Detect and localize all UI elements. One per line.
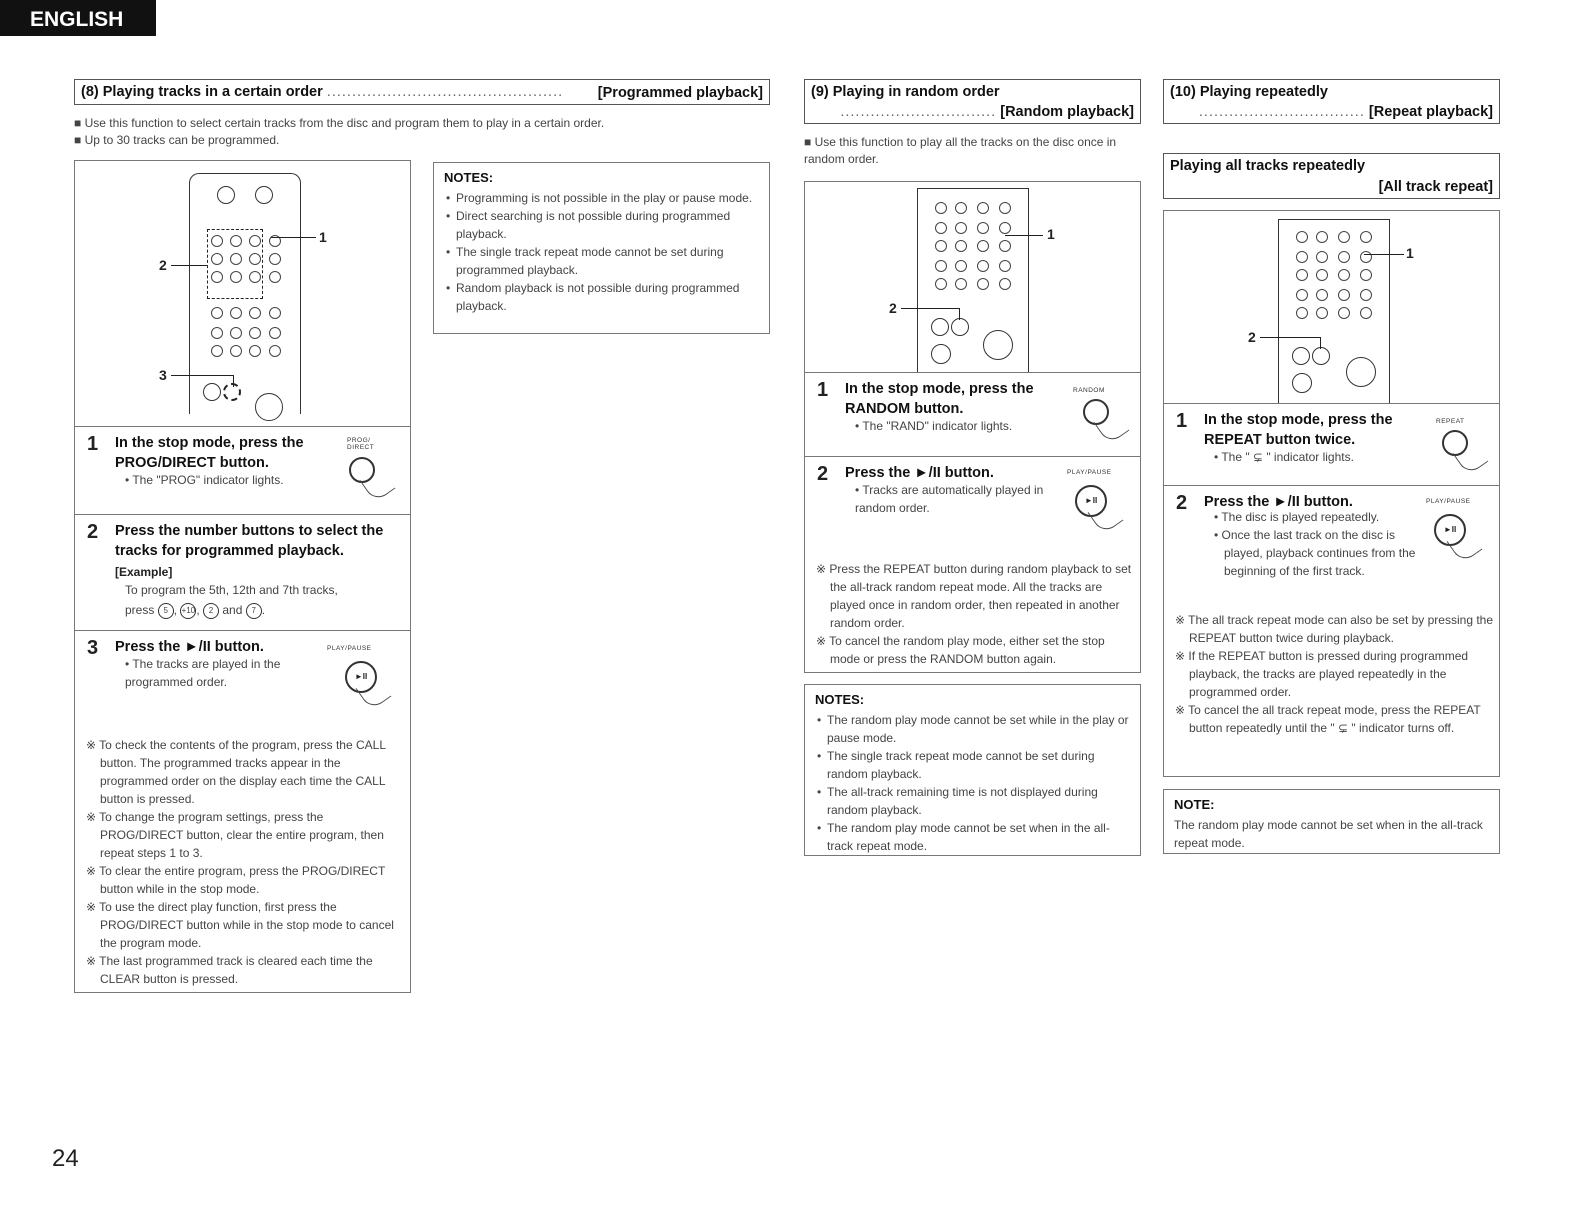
callout-1: 1 [1047,226,1055,242]
section-8-intro: ■ Use this function to select certain tracks from the disc and program them to play in a certain order. ■ Up to 30 tracks can be programmed. [74,116,605,147]
step-title: Press the number buttons to select the tracks for programmed playback. [115,523,384,559]
callout-2: 2 [889,300,897,316]
step-number: 1 [87,433,99,455]
button-label: PROG/ DIRECT [347,437,375,451]
step-title: In the stop mode, press the PROG/DIRECT button. [115,435,304,471]
note-title: NOTE: [1174,797,1215,812]
section-10-note-box [1163,789,1500,854]
step-title: Press the ►/II button. [115,639,264,655]
callout-2: 2 [159,257,167,273]
step-body: • Tracks are automatically played in random order. [855,483,1044,515]
step-2 [75,514,410,631]
step-1 [805,372,1140,457]
page-number: 24 [52,1145,79,1172]
step-title: Press the ►/II button. [845,465,994,481]
step-number: 2 [87,521,99,543]
section-9-intro: ■ Use this function to play all the tracks on the disc once in random order. [804,135,1117,166]
step-title: In the stop mode, press the REPEAT button twice. [1204,412,1393,448]
example-keys: press 5 , +10, 2 and 7 . [125,603,266,617]
remote-illustration [805,182,1140,372]
button-label: PLAY/PAUSE [327,645,372,652]
step-title: Press the ►/II button. [1204,494,1353,510]
section-10-steps-box [1163,210,1500,777]
notes-title: NOTES: [815,692,865,707]
section-8-subtitle: [Programmed playback] [597,85,763,101]
step-number: 2 [1176,492,1188,514]
section-9-header [804,79,1141,124]
callout-3: 3 [159,367,167,383]
play-pause-button-icon: ►II [1434,514,1466,546]
key-plus10-icon: +10 [180,603,196,619]
play-pause-button-icon: ►II [1075,485,1107,517]
section-9-subtitle: ............................... [Random playback] [840,104,1134,120]
section-8-steps-box [74,160,411,993]
step-number: 3 [87,637,99,659]
step-1 [1164,403,1499,486]
button-label: PLAY/PAUSE [1426,498,1471,505]
step-number: 2 [817,463,829,485]
callout-1: 1 [1406,245,1414,261]
subsection-title: Playing all tracks repeatedly [1170,158,1366,174]
step-number: 1 [817,379,829,401]
button-label: RANDOM [1073,387,1105,394]
section-9-notes-list: ※ Press the REPEAT button during random playback to set the all-track random repeat mode. All the tracks are played once in random order, then repeated in another random order. ※ To cancel the random play mode, either set the stop mode or press the RANDOM button again. [816,562,1132,666]
section-9-steps-box [804,181,1141,673]
play-pause-button-icon: ►II [345,661,377,693]
callout-1: 1 [319,229,327,245]
section-10-notes-list: ※ The all track repeat mode can also be set by pressing the REPEAT button twice during playback. ※ If the REPEAT button is pressed during programmed playback, the tracks are played repeatedly in the programmed order. ※ To cancel the all track repeat mode, press the REPEAT button repeatedly until the " ⊊ " indicator turns off. [1175,613,1494,735]
section-9-title: (9) Playing in random order [811,84,1000,100]
remote-illustration [75,161,410,426]
section-8-notes-box: NOTES: • Programming is not possible in the play or pause mode. • Direct searching is not possible during programmed playback. • The single track repeat mode cannot be set during programmed playback. • Random playback is not possible during programmed playback. [433,162,770,334]
language-tab: ENGLISH [0,0,156,36]
section-8-notes-list: ※ To check the contents of the program, press the CALL button. The programmed tracks appear in the programmed order on the display each time the CALL button is pressed. ※ To change the program settings, press the PROG/DIRECT button, clear the entire program, then repeat steps 1 to 3. ※ To clear the entire program, press the PROG/DIRECT button while in the stop mode. ※ To use the direct play function, first press the PROG/DIRECT button while in the stop mode to cancel the program mode. ※ The last programmed track is cleared each time the CLEAR button is pressed. [86,738,394,986]
example-label: [Example] [115,565,173,579]
notes-title: NOTES: [444,170,494,185]
section-10-title: (10) Playing repeatedly [1170,84,1328,100]
section-9-notes-box: NOTES: • The random play mode cannot be set while in the play or pause mode. • The single track repeat mode cannot be set during random playback. • The all-track remaining time is not displayed during random playback. • The random play mode cannot be set when in the all-track repeat mode. [804,684,1141,856]
example-text: To program the 5th, 12th and 7th tracks, [125,583,338,597]
note-text: The random play mode cannot be set when in the all-track repeat mode. [1174,818,1483,850]
key-2-icon: 2 [203,603,219,619]
step-1 [75,426,410,515]
section-8-header [74,79,770,105]
button-label: REPEAT [1436,418,1465,425]
step-body: • The disc is played repeatedly. • Once the last track on the disc is played, playback continues from the beginning of the first track. [1214,510,1416,578]
step-title: In the stop mode, press the RANDOM button. [845,381,1034,417]
button-label: PLAY/PAUSE [1067,469,1112,476]
step-3 [75,630,410,727]
step-body: • The "PROG" indicator lights. [125,473,284,487]
step-2 [1164,485,1499,604]
section-8-title: (8) Playing tracks in a certain order ............................................... [81,84,564,100]
step-body: • The "RAND" indicator lights. [855,419,1013,433]
step-2 [805,456,1140,553]
remote-illustration [1164,211,1499,403]
callout-2: 2 [1248,329,1256,345]
step-number: 1 [1176,410,1188,432]
example-block [115,563,338,619]
step-body: • The " ⊊ " indicator lights. [1214,450,1354,464]
section-10-subheader [1163,153,1500,199]
step-body: • The tracks are played in the programmed order. [125,657,281,689]
section-10-header [1163,79,1500,124]
section-10-subtitle: ................................. [Repeat playback] [1198,104,1493,120]
subsection-subtitle: [All track repeat] [1378,179,1493,195]
key-5-icon: 5 [158,603,174,619]
key-7-icon: 7 [246,603,262,619]
